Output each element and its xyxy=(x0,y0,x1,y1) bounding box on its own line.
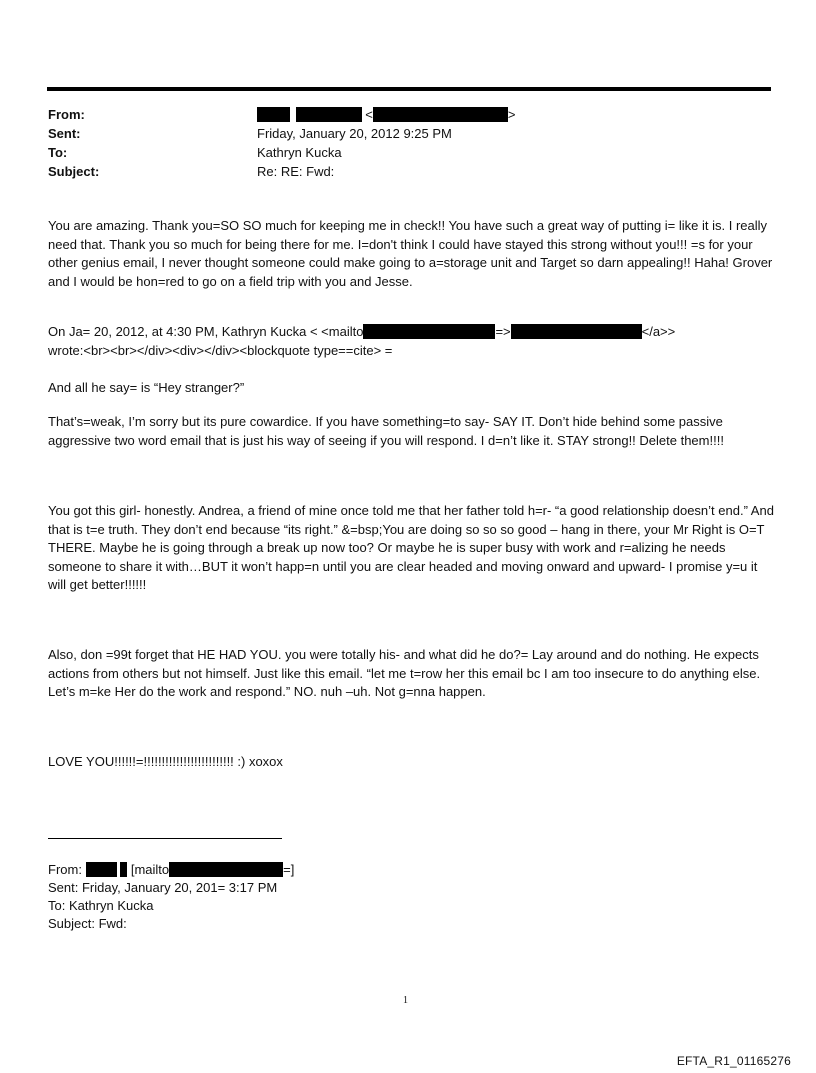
body-paragraph-5: Also, don =99t forget that HE HAD YOU. you were totally his- and what did he do?= Lay around and do nothing. He expects actions from others but not himself. Just like this email. “let me t=row her this email bc I am too insecure to do anything else. Let’s m=ke Her do the work and respond.” NO. nuh –uh. Not g=nna happen. xyxy=(48,647,761,700)
redaction-block xyxy=(296,107,362,122)
fwd-mailto-end: =] xyxy=(283,862,295,877)
sent-value: Friday, January 20, 2012 9:25 PM xyxy=(257,126,452,141)
from-value xyxy=(257,107,515,122)
redaction-block xyxy=(120,862,127,877)
quote-intro xyxy=(48,323,776,360)
to-value: Kathryn Kucka xyxy=(257,145,342,160)
redaction-block xyxy=(511,324,642,339)
redaction-block xyxy=(257,107,290,122)
fwd-sent-line: Sent: Friday, January 20, 201= 3:17 PM xyxy=(48,880,278,895)
fwd-mailto-label: [mailto xyxy=(130,862,170,877)
document-id: EFTA_R1_01165276 xyxy=(676,1054,791,1068)
from-gt: > xyxy=(507,107,516,122)
redaction-block xyxy=(373,107,508,122)
sent-label: Sent: xyxy=(48,126,81,141)
quote-intro-c: </a>> xyxy=(641,324,676,339)
fwd-from-label: From: xyxy=(48,862,82,877)
from-label: From: xyxy=(48,107,85,122)
quote-intro-b: => xyxy=(495,324,511,339)
redaction-block xyxy=(169,862,283,877)
body-paragraph-2: And all he say= is “Hey stranger?” xyxy=(48,380,245,395)
body-paragraph-4: You got this girl- honestly. Andrea, a friend of mine once told me that her father told h=r- “a good relationship doesn’t end.” And that is t=e truth. They don’t end because “its right.” &=bsp;You are doing so so so good – hang in there, your Mr Right is O=T THERE. Maybe he is going through a break up now too? Or maybe he is super busy with work and r=alizing he needs someone to share it with…BUT it won’t happ=n until you are clear headed and moving onward and upward- I promise y=u it will get better!!!!!! xyxy=(48,503,774,593)
redaction-block xyxy=(86,862,117,877)
subject-value: Re: RE: Fwd: xyxy=(257,164,335,179)
to-label: To: xyxy=(48,145,68,160)
fwd-subject-line: Subject: Fwd: xyxy=(48,916,127,931)
subject-label: Subject: xyxy=(48,164,100,179)
body-paragraph-6: LOVE YOU!!!!!!=!!!!!!!!!!!!!!!!!!!!!!!!! :) xoxox xyxy=(48,754,283,769)
quote-intro-a: On Ja= 20, 2012, at 4:30 PM, Kathryn Kucka < <mailto xyxy=(48,324,364,339)
forward-separator xyxy=(48,838,282,839)
redaction-block xyxy=(363,324,495,339)
body-paragraph-3: That’s=weak, I’m sorry but its pure cowardice. If you have something=to say- SAY IT. Don’t hide behind some passive aggressive two word email that is just his way of seeing if you will respond. I d=n’t like it. STAY strong!! Delete them!!!! xyxy=(48,414,724,448)
quote-intro-d: wrote:<br><br></div><div></div><blockquote type==cite> = xyxy=(48,342,393,358)
body-paragraph-1: You are amazing. Thank you=SO SO much for keeping me in check!! You have such a great way of putting i= like it is. I really need that. Thank you so much for being there for me. I=don't think I could have stayed this strong without you!!! =s for your other genius email, I never thought someone could make going to a=storage unit and Target so darn appealing!! Haha! Grover and I would be hon=red to go on a field trip with you and Jesse. xyxy=(48,218,773,289)
fwd-to-line: To: Kathryn Kucka xyxy=(48,898,154,913)
page-number: 1 xyxy=(403,995,408,1006)
header-rule xyxy=(47,87,771,91)
from-lt: < xyxy=(365,107,373,122)
forwarded-header xyxy=(48,861,294,933)
fwd-from-line xyxy=(48,861,294,879)
